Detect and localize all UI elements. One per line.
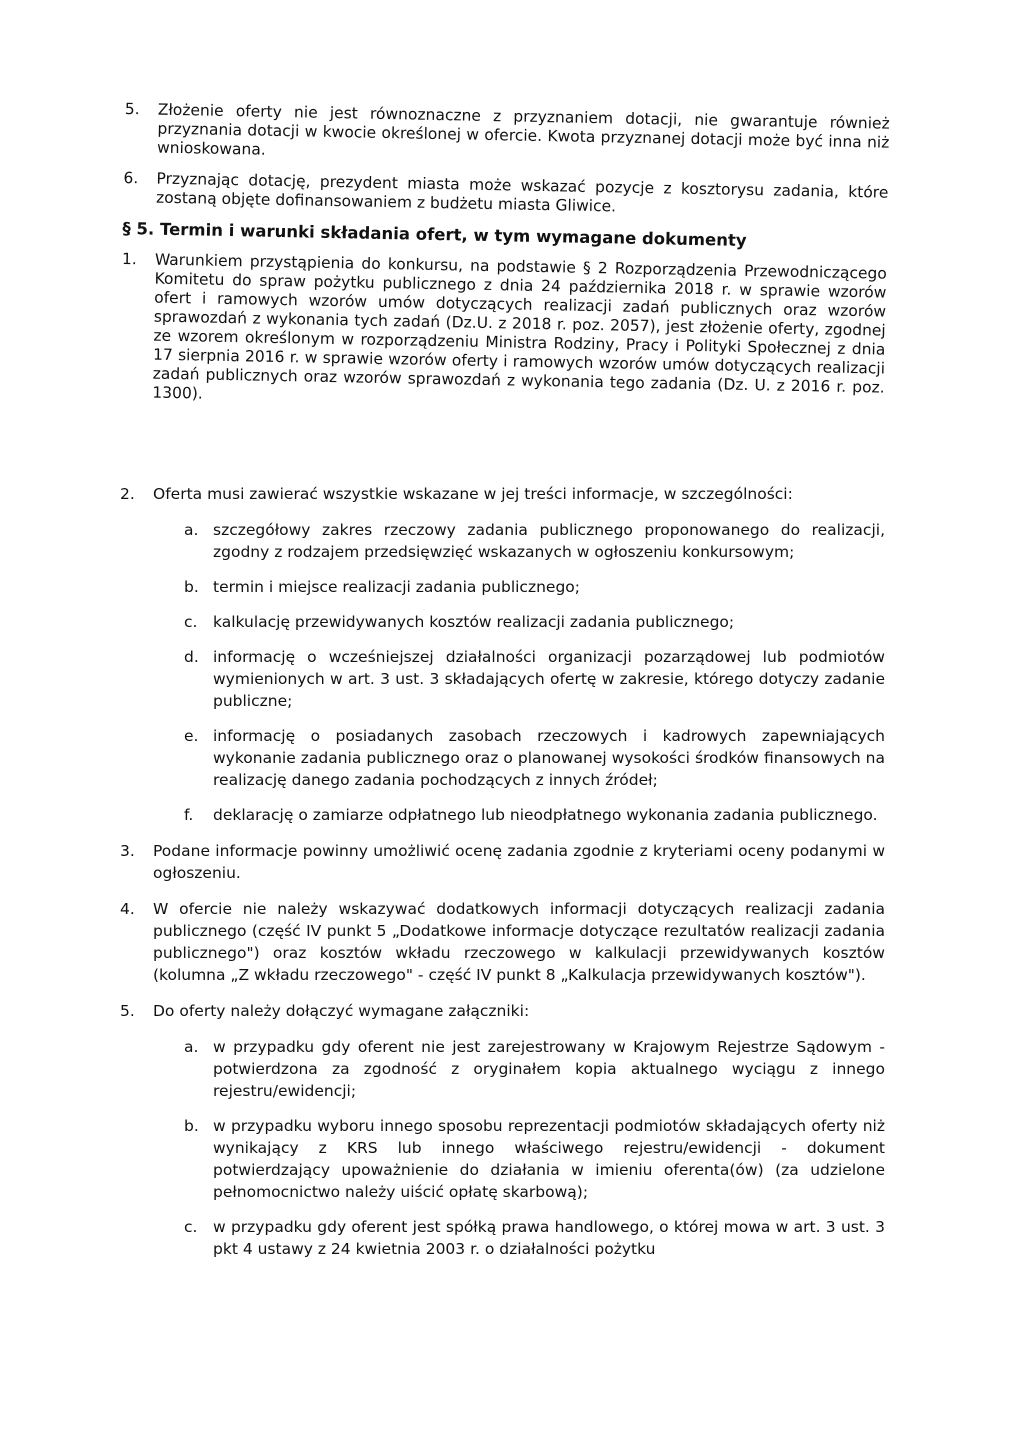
item-letter: d. bbox=[184, 648, 199, 666]
paragraph-number: 6. bbox=[123, 168, 139, 188]
item-text: w przypadku gdy oferent jest spółką prawa handlowego, o której mowa w art. 3 ust. 3 pkt 4 ustawy z 24 kwietnia 2003 r. o działalności pożytku bbox=[213, 1218, 885, 1258]
paragraph-2 bbox=[120, 483, 885, 826]
paragraph-text: Warunkiem przystąpienia do konkursu, na podstawie § 2 Rozporządzenia Przewodniczącego Komitetu do spraw pożytku publicznego z dnia 24 października 2018 r. w sprawie wzorów ofert i ramowych wzorów umów dotyczących realizacji zadań publicznych oraz wzorów sprawozdań z wykonania tych zadań (Dz.U. z 2018 r. poz. 2057), jest złożenie oferty, zgodnej ze wzorem określonym w rozporządzeniu Ministra Rodziny, Pracy i Polityki Społecznej z dnia 17 sierpnia 2016 r. w sprawie wzorów oferty i ramowych wzorów umów dotyczących realizacji zadań publicznych oraz wzorów sprawozdań z wykonania tego zadania (Dz. U. z 2016 r. poz. 1300). bbox=[152, 250, 887, 403]
paragraph-number: 2. bbox=[120, 485, 135, 503]
paragraph-text: Podane informacje powinny umożliwić ocenę zadania zgodnie z kryteriami oceny podanymi w ogłoszeniu. bbox=[153, 842, 885, 882]
paragraph-5 bbox=[124, 100, 890, 172]
item-letter: c. bbox=[184, 1218, 198, 1236]
item-letter: e. bbox=[184, 727, 199, 745]
list-item bbox=[153, 1036, 885, 1102]
paragraph-3 bbox=[120, 840, 885, 884]
item-text: informację o posiadanych zasobach rzeczowych i kadrowych zapewniających wykonanie zadania publicznego oraz o planowanej wysokości środków finansowych na realizację danego zadania pochodzących z innych źródeł; bbox=[213, 727, 885, 789]
top-section bbox=[119, 100, 890, 429]
paragraph-text: Przyznając dotację, prezydent miasta może wskazać pozycje z kosztorysu zadania, które zostaną objęte dofinansowaniem z budżetu miasta Gliwice. bbox=[155, 169, 889, 216]
item-letter: b. bbox=[184, 1117, 199, 1135]
paragraph-4 bbox=[120, 898, 885, 986]
paragraph-number: 1. bbox=[121, 249, 137, 269]
item-letter: a. bbox=[184, 521, 199, 539]
item-letter: a. bbox=[184, 1038, 199, 1056]
item-letter: b. bbox=[184, 578, 199, 596]
item-text: termin i miejsce realizacji zadania publicznego; bbox=[213, 578, 580, 596]
item-text: deklarację o zamiarze odpłatnego lub nieodpłatnego wykonania zadania publicznego. bbox=[213, 806, 878, 824]
item-text: szczegółowy zakres rzeczowy zadania publicznego proponowanego do realizacji, zgodny z rodzajem przedsięwzięć wskazanych w ogłoszeniu konkursowym; bbox=[213, 521, 885, 561]
paragraph-1 bbox=[119, 250, 887, 417]
item-letter: c. bbox=[184, 613, 198, 631]
sublist bbox=[153, 519, 885, 826]
list-item bbox=[153, 1216, 885, 1260]
item-text: kalkulację przewidywanych kosztów realizacji zadania publicznego; bbox=[213, 613, 735, 631]
sublist bbox=[153, 1036, 885, 1260]
paragraph-number: 5. bbox=[124, 100, 140, 119]
paragraph-5b bbox=[120, 1000, 885, 1260]
paragraph-number: 5. bbox=[120, 1002, 135, 1020]
list-item bbox=[153, 576, 885, 598]
list-item bbox=[153, 804, 885, 826]
paragraph-number: 4. bbox=[120, 900, 135, 918]
item-text: informację o wcześniejszej działalności organizacji pozarządowej lub podmiotów wymienionych w art. 3 ust. 3 składających ofertę w zakresie, którego dotyczy zadanie publiczne; bbox=[213, 648, 885, 710]
list-item bbox=[153, 725, 885, 791]
list-item bbox=[153, 611, 885, 633]
paragraph-text: Oferta musi zawierać wszystkie wskazane w jej treści informacje, w szczególności: bbox=[153, 485, 793, 503]
list-item bbox=[153, 519, 885, 563]
bottom-section bbox=[120, 483, 885, 1274]
item-text: w przypadku gdy oferent nie jest zarejestrowany w Krajowym Rejestrze Sądowym - potwierdzona za zgodność z oryginałem kopia aktualnego wyciągu z innego rejestru/ewidencji; bbox=[213, 1038, 885, 1100]
item-text: w przypadku wyboru innego sposobu reprezentacji podmiotów składających oferty niż wynikający z KRS lub innego właściwego rejestru/ewidencji - dokument potwierdzający upoważnienie do działania w imieniu oferenta(ów) (za udzielone pełnomocnictwo należy uiścić opłatę skarbową); bbox=[213, 1117, 885, 1201]
paragraph-text: W ofercie nie należy wskazywać dodatkowych informacji dotyczących realizacji zadania publicznego (część IV punkt 5 „Dodatkowe informacje dotyczące rezultatów realizacji zadania publicznego") oraz kosztów wkładu rzeczowego w kalkulacji przewidywanych kosztów (kolumna „Z wkładu rzeczowego" - część IV punkt 8 „Kalkulacja przewidywanych kosztów"). bbox=[153, 900, 885, 984]
paragraph-number: 3. bbox=[120, 842, 135, 860]
paragraph-text: Złożenie oferty nie jest równoznaczne z przyznaniem dotacji, nie gwarantuje również przyznania dotacji w kwocie określonej w ofercie. Kwota przyznanej dotacji może być inna niż wnioskowana. bbox=[156, 100, 890, 159]
list-item bbox=[153, 1115, 885, 1203]
item-letter: f. bbox=[184, 806, 194, 824]
section-heading: § 5. Termin i warunki składania ofert, w tym wymagane dokumenty bbox=[122, 218, 747, 250]
list-item bbox=[153, 646, 885, 712]
paragraph-6 bbox=[123, 169, 889, 222]
paragraph-text: Do oferty należy dołączyć wymagane załączniki: bbox=[153, 1002, 530, 1020]
